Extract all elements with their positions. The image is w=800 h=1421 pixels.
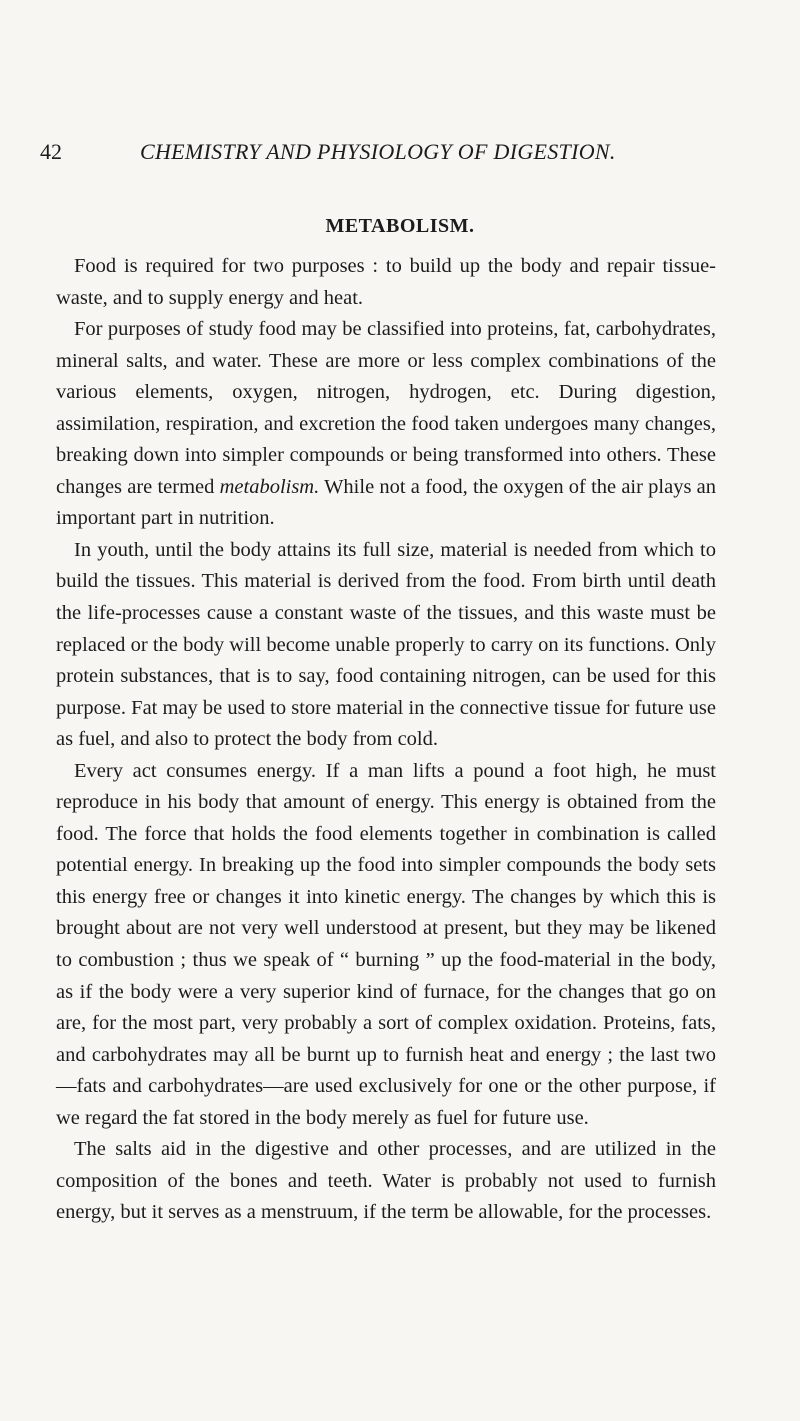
paragraph-classification-tail: While not a food, the oxygen of the air plays an important part in nutrition.: [56, 475, 716, 530]
running-title: CHEMISTRY AND PHYSIOLOGY OF DIGESTION.: [140, 139, 616, 164]
paragraph-purposes: Food is required for two purposes : to build up the body and repair tissue-waste, and to supply energy and heat.: [56, 255, 716, 309]
body-text: [56, 251, 716, 1229]
section-heading: METABOLISM.: [325, 215, 475, 237]
page-number: 42: [40, 139, 62, 164]
paragraph-classification: [56, 314, 716, 535]
paragraph-classification-text: For purposes of study food may be classified into proteins, fat, carbohydrates, mineral salts, and water. These are more or less complex combinations of the various elements, oxygen, nitrogen, hydrogen, etc. During digestion, assimilation, respiration, and excretion the food taken undergoes many changes, breaking down into simpler compounds or being transformed into others. These changes are termed: [56, 318, 716, 498]
paragraph-growth: In youth, until the body attains its full size, material is needed from which to build the tissues. This material is derived from the food. From birth until death the life-processes cause a constant waste of the tissues, and this waste must be replaced or the body will become unable properly to carry on its functions. Only protein substances, that is to say, food containing nitrogen, can be used for this purpose. Fat may be used to store material in the connective tissue for future use as fuel, and also to protect the body from cold.: [56, 538, 716, 751]
paragraph-salts-water: The salts aid in the digestive and other processes, and are utilized in the composition of the bones and teeth. Water is probably not used to furnish energy, but it serves as a menstruum, if the term be allowable, for the processes.: [56, 1138, 716, 1224]
metabolism-term: metabolism.: [219, 475, 320, 498]
running-header: [40, 137, 760, 167]
paragraph-energy: Every act consumes energy. If a man lifts a pound a foot high, he must reproduce in his body that amount of energy. This energy is obtained from the food. The force that holds the food elements together in combination is called potential energy. In breaking up the food into simpler compounds the body sets this energy free or changes it into kinetic energy. The changes by which this is brought about are not very well understood at present, but they may be likened to combustion ; thus we speak of “ burning ” up the food-material in the body, as if the body were a very superior kind of furnace, for the changes that go on are, for the most part, very probably a sort of complex oxidation. Proteins, fats, and carbohydrates may all be burnt up to furnish heat and energy ; the last two—fats and carbohydrates—are used exclusively for one or the other purpose, if we regard the fat stored in the body merely as fuel for future use.: [56, 759, 716, 1129]
